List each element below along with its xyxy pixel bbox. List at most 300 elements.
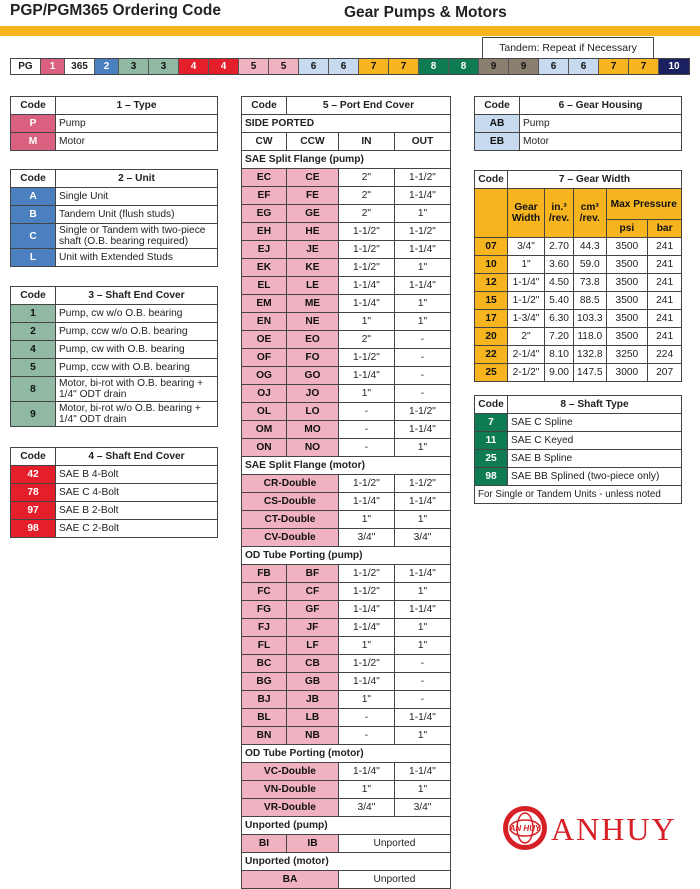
row-psi: 3500 bbox=[606, 238, 648, 256]
code-strip-segment: 10 bbox=[659, 59, 689, 74]
row-code-cw: EH bbox=[242, 223, 287, 241]
row-code: 11 bbox=[475, 432, 508, 450]
row-out: 1" bbox=[394, 259, 450, 277]
table-row bbox=[475, 328, 682, 346]
table-title: 4 – Shaft End Cover bbox=[56, 448, 218, 466]
row-out: - bbox=[394, 331, 450, 349]
row-description: Pump, ccw with O.B. bearing bbox=[56, 359, 218, 377]
table-row bbox=[242, 727, 451, 745]
row-out: 3/4" bbox=[394, 799, 450, 817]
row-code-cw: OE bbox=[242, 331, 287, 349]
table-row bbox=[242, 691, 451, 709]
table-row bbox=[242, 835, 451, 853]
row-in: 1" bbox=[338, 637, 394, 655]
unit-rows bbox=[11, 188, 218, 267]
code-strip-segment: 6 bbox=[539, 59, 569, 74]
row-code: 98 bbox=[475, 468, 508, 486]
table-row bbox=[11, 402, 218, 427]
row-code: B bbox=[11, 206, 56, 224]
row-code-ccw: LF bbox=[287, 637, 339, 655]
section-title: SAE Split Flange (motor) bbox=[242, 457, 451, 475]
type-table bbox=[10, 96, 218, 151]
row-code-cw: FC bbox=[242, 583, 287, 601]
row-code-cw: FJ bbox=[242, 619, 287, 637]
table-row bbox=[242, 367, 451, 385]
row-psi: 3250 bbox=[606, 346, 648, 364]
table-row bbox=[475, 274, 682, 292]
table-row bbox=[242, 313, 451, 331]
row-in: 1" bbox=[338, 691, 394, 709]
row-code-ccw: GF bbox=[287, 601, 339, 619]
row-out: 1-1/4" bbox=[394, 565, 450, 583]
row-gear-width: 3/4" bbox=[508, 238, 545, 256]
col-max-pressure: Max Pressure bbox=[606, 189, 682, 220]
row-out: 1" bbox=[394, 439, 450, 457]
table-title: 1 – Type bbox=[56, 97, 218, 115]
table-title: 8 – Shaft Type bbox=[508, 396, 682, 414]
side-ported-label: SIDE PORTED bbox=[242, 115, 451, 133]
table-row bbox=[475, 468, 682, 486]
table-row bbox=[11, 249, 218, 267]
row-code-cw: ON bbox=[242, 439, 287, 457]
row-in: 1-1/4" bbox=[338, 763, 394, 781]
table-row bbox=[242, 349, 451, 367]
table-row bbox=[11, 133, 218, 151]
code-strip-segment: 3 bbox=[149, 59, 179, 74]
row-gear-width: 1" bbox=[508, 256, 545, 274]
row-code: BA bbox=[242, 871, 339, 889]
row-in: 1" bbox=[338, 313, 394, 331]
row-code: C bbox=[11, 224, 56, 249]
table-row bbox=[242, 385, 451, 403]
row-psi: 3500 bbox=[606, 274, 648, 292]
row-code: AB bbox=[475, 115, 520, 133]
code-strip-segment: 6 bbox=[329, 59, 359, 74]
code-strip-segment: 4 bbox=[179, 59, 209, 74]
port-end-cover-table bbox=[241, 96, 451, 889]
row-code-ccw: GO bbox=[287, 367, 339, 385]
row-in: 1" bbox=[338, 385, 394, 403]
row-code-cw: EK bbox=[242, 259, 287, 277]
table-title: 5 – Port End Cover bbox=[287, 97, 451, 115]
row-code: EB bbox=[475, 133, 520, 151]
row-code-ccw: NE bbox=[287, 313, 339, 331]
row-code: P bbox=[11, 115, 56, 133]
row-out: - bbox=[394, 385, 450, 403]
table-row bbox=[242, 493, 451, 511]
row-code-cw: FL bbox=[242, 637, 287, 655]
code-strip-segment: 4 bbox=[209, 59, 239, 74]
table-row bbox=[242, 223, 451, 241]
col-cm3: cm³ /rev. bbox=[574, 189, 607, 238]
shaft-end-cover-4-rows bbox=[11, 466, 218, 538]
code-strip-segment: 2 bbox=[95, 59, 119, 74]
code-strip-segment: 8 bbox=[449, 59, 479, 74]
row-out: 1-1/4" bbox=[394, 601, 450, 619]
gear-width-rows bbox=[475, 238, 682, 382]
table-row bbox=[11, 323, 218, 341]
row-bar: 207 bbox=[648, 364, 682, 382]
row-code: 25 bbox=[475, 364, 508, 382]
row-code: 9 bbox=[11, 402, 56, 427]
row-in3: 7.20 bbox=[545, 328, 574, 346]
table-row bbox=[11, 115, 218, 133]
row-out: 1-1/4" bbox=[394, 187, 450, 205]
row-code-cw: FG bbox=[242, 601, 287, 619]
row-code-cw: BJ bbox=[242, 691, 287, 709]
table-row bbox=[11, 466, 218, 484]
table-row bbox=[242, 529, 451, 547]
row-code-ccw: KE bbox=[287, 259, 339, 277]
row-code-ccw: JO bbox=[287, 385, 339, 403]
table-row bbox=[242, 259, 451, 277]
row-in3: 6.30 bbox=[545, 310, 574, 328]
row-code-ccw: CE bbox=[287, 169, 339, 187]
row-out: 1-1/4" bbox=[394, 709, 450, 727]
row-out: 1" bbox=[394, 619, 450, 637]
table-row bbox=[11, 341, 218, 359]
row-code-cw: OG bbox=[242, 367, 287, 385]
row-code: 4 bbox=[11, 341, 56, 359]
row-out: - bbox=[394, 349, 450, 367]
row-in: 2" bbox=[338, 205, 394, 223]
table-row bbox=[242, 601, 451, 619]
code-header: Code bbox=[475, 171, 508, 189]
row-in: 2" bbox=[338, 169, 394, 187]
table-title: 6 – Gear Housing bbox=[520, 97, 682, 115]
row-out: 1-1/2" bbox=[394, 475, 450, 493]
code-strip-segment: 3 bbox=[119, 59, 149, 74]
row-cm3: 118.0 bbox=[574, 328, 607, 346]
col-gear-width: Gear Width bbox=[508, 189, 545, 238]
unit-table bbox=[10, 169, 218, 267]
table-row bbox=[11, 224, 218, 249]
row-description: Pump bbox=[56, 115, 218, 133]
row-in: - bbox=[338, 421, 394, 439]
table-row bbox=[242, 277, 451, 295]
row-code-ccw: LO bbox=[287, 403, 339, 421]
row-code: 2 bbox=[11, 323, 56, 341]
table-row bbox=[242, 871, 451, 889]
row-in: 1-1/4" bbox=[338, 493, 394, 511]
table-row bbox=[11, 502, 218, 520]
row-gear-width: 2-1/2" bbox=[508, 364, 545, 382]
code-strip-segment: 7 bbox=[389, 59, 419, 74]
row-psi: 3500 bbox=[606, 310, 648, 328]
code-header: Code bbox=[11, 448, 56, 466]
row-code-ccw: CF bbox=[287, 583, 339, 601]
gear-emblem-icon bbox=[503, 806, 547, 850]
code-strip-segment: PG bbox=[11, 59, 41, 74]
table-row bbox=[242, 205, 451, 223]
row-in: - bbox=[338, 709, 394, 727]
code-strip-segment: 1 bbox=[41, 59, 65, 74]
row-description: Tandem Unit (flush studs) bbox=[56, 206, 218, 224]
row-out: 1" bbox=[394, 781, 450, 799]
row-code: A bbox=[11, 188, 56, 206]
section-title: Unported (pump) bbox=[242, 817, 451, 835]
col-out: OUT bbox=[394, 133, 450, 151]
row-gear-width: 1-3/4" bbox=[508, 310, 545, 328]
table-row bbox=[242, 763, 451, 781]
shaft-type-rows bbox=[475, 414, 682, 486]
gear-housing-table bbox=[474, 96, 682, 151]
row-psi: 3000 bbox=[606, 364, 648, 382]
shaft-end-cover-3-table bbox=[10, 286, 218, 427]
type-rows bbox=[11, 115, 218, 151]
row-description: Single or Tandem with two-piece shaft (O.B. bearing required) bbox=[56, 224, 218, 249]
table-row bbox=[242, 673, 451, 691]
row-in: 1-1/4" bbox=[338, 367, 394, 385]
row-in: 1-1/4" bbox=[338, 619, 394, 637]
table-row bbox=[11, 305, 218, 323]
row-code: 5 bbox=[11, 359, 56, 377]
row-out: 1-1/4" bbox=[394, 421, 450, 439]
row-code-ccw: LE bbox=[287, 277, 339, 295]
row-out: - bbox=[394, 367, 450, 385]
code-strip-segment: 365 bbox=[65, 59, 95, 74]
row-description: Unit with Extended Studs bbox=[56, 249, 218, 267]
row-code-cw: EL bbox=[242, 277, 287, 295]
code-header: Code bbox=[475, 97, 520, 115]
table-row bbox=[11, 484, 218, 502]
row-code-ccw: LB bbox=[287, 709, 339, 727]
table-row bbox=[475, 238, 682, 256]
code-strip-segment: 5 bbox=[269, 59, 299, 74]
row-code-ccw: NO bbox=[287, 439, 339, 457]
row-out: 1" bbox=[394, 583, 450, 601]
row-cm3: 147.5 bbox=[574, 364, 607, 382]
section-title: Unported (motor) bbox=[242, 853, 451, 871]
row-code-cw: EG bbox=[242, 205, 287, 223]
col-cw: CW bbox=[242, 133, 287, 151]
row-gear-width: 2" bbox=[508, 328, 545, 346]
row-in: - bbox=[338, 439, 394, 457]
col-in3: in.³ /rev. bbox=[545, 189, 574, 238]
row-in: 1-1/4" bbox=[338, 601, 394, 619]
table-row bbox=[242, 565, 451, 583]
gear-width-code-spacer bbox=[475, 189, 508, 238]
row-code: CR-Double bbox=[242, 475, 339, 493]
row-in: - bbox=[338, 727, 394, 745]
shaft-type-note: For Single or Tandem Units - unless noted bbox=[475, 486, 682, 504]
row-in: 1-1/2" bbox=[338, 349, 394, 367]
row-bar: 241 bbox=[648, 274, 682, 292]
row-description: Motor, bi-rot w/o O.B. bearing + 1/4" ODT drain bbox=[56, 402, 218, 427]
row-code: 07 bbox=[475, 238, 508, 256]
row-description: Motor bbox=[520, 133, 682, 151]
row-code-ccw: ME bbox=[287, 295, 339, 313]
table-row bbox=[242, 331, 451, 349]
code-strip-segment: 9 bbox=[479, 59, 509, 74]
row-in3: 8.10 bbox=[545, 346, 574, 364]
anhuy-logo bbox=[493, 800, 693, 856]
code-header: Code bbox=[11, 287, 56, 305]
row-code-cw: BL bbox=[242, 709, 287, 727]
row-code-ccw: GB bbox=[287, 673, 339, 691]
row-description: Pump bbox=[520, 115, 682, 133]
row-out: 1-1/2" bbox=[394, 223, 450, 241]
code-strip-segment: 5 bbox=[239, 59, 269, 74]
row-code: 22 bbox=[475, 346, 508, 364]
row-out: 1" bbox=[394, 637, 450, 655]
row-in3: 9.00 bbox=[545, 364, 574, 382]
row-cm3: 103.3 bbox=[574, 310, 607, 328]
table-row bbox=[242, 241, 451, 259]
row-cm3: 132.8 bbox=[574, 346, 607, 364]
row-psi: 3500 bbox=[606, 328, 648, 346]
row-code: 1 bbox=[11, 305, 56, 323]
row-code: VC-Double bbox=[242, 763, 339, 781]
row-out: - bbox=[394, 655, 450, 673]
row-in: 2" bbox=[338, 187, 394, 205]
row-code: VN-Double bbox=[242, 781, 339, 799]
row-out: 1" bbox=[394, 295, 450, 313]
row-out: 3/4" bbox=[394, 529, 450, 547]
row-description: Single Unit bbox=[56, 188, 218, 206]
row-code-ccw: MO bbox=[287, 421, 339, 439]
row-bar: 241 bbox=[648, 292, 682, 310]
row-code: 20 bbox=[475, 328, 508, 346]
table-row bbox=[475, 414, 682, 432]
row-code: 98 bbox=[11, 520, 56, 538]
row-code-cw: FB bbox=[242, 565, 287, 583]
table-row bbox=[475, 310, 682, 328]
row-gear-width: 1-1/2" bbox=[508, 292, 545, 310]
row-code: L bbox=[11, 249, 56, 267]
row-code-ccw: NB bbox=[287, 727, 339, 745]
table-row bbox=[242, 295, 451, 313]
code-header: Code bbox=[11, 170, 56, 188]
shaft-end-cover-4-table bbox=[10, 447, 218, 538]
row-description: SAE C 4-Bolt bbox=[56, 484, 218, 502]
row-unported: Unported bbox=[338, 835, 450, 853]
row-code: 15 bbox=[475, 292, 508, 310]
table-row bbox=[475, 133, 682, 151]
code-strip-segment: 6 bbox=[569, 59, 599, 74]
row-in: 3/4" bbox=[338, 799, 394, 817]
col-psi: psi bbox=[606, 220, 648, 238]
row-out: 1-1/2" bbox=[394, 403, 450, 421]
row-description: Pump, cw with O.B. bearing bbox=[56, 341, 218, 359]
row-cm3: 59.0 bbox=[574, 256, 607, 274]
row-in: 1-1/4" bbox=[338, 673, 394, 691]
row-code: 42 bbox=[11, 466, 56, 484]
row-in3: 5.40 bbox=[545, 292, 574, 310]
row-description: SAE B 4-Bolt bbox=[56, 466, 218, 484]
row-in: 1-1/4" bbox=[338, 295, 394, 313]
row-gear-width: 1-1/4" bbox=[508, 274, 545, 292]
table-row bbox=[11, 206, 218, 224]
table-row bbox=[475, 364, 682, 382]
row-in: 1-1/2" bbox=[338, 241, 394, 259]
row-in: 3/4" bbox=[338, 529, 394, 547]
table-row bbox=[242, 439, 451, 457]
row-code-cw: EC bbox=[242, 169, 287, 187]
row-psi: 3500 bbox=[606, 256, 648, 274]
row-code: 97 bbox=[11, 502, 56, 520]
row-code-ccw: JF bbox=[287, 619, 339, 637]
section-title: OD Tube Porting (motor) bbox=[242, 745, 451, 763]
table-row bbox=[475, 432, 682, 450]
row-description: SAE C Keyed bbox=[508, 432, 682, 450]
table-row bbox=[242, 709, 451, 727]
row-code-cw: OJ bbox=[242, 385, 287, 403]
row-description: SAE B Spline bbox=[508, 450, 682, 468]
row-code: 25 bbox=[475, 450, 508, 468]
table-row bbox=[475, 256, 682, 274]
col-in: IN bbox=[338, 133, 394, 151]
code-strip-segment: 8 bbox=[419, 59, 449, 74]
row-in: 1-1/2" bbox=[338, 583, 394, 601]
row-bar: 241 bbox=[648, 328, 682, 346]
table-row bbox=[242, 583, 451, 601]
row-in: 2" bbox=[338, 331, 394, 349]
row-code-ccw: BF bbox=[287, 565, 339, 583]
row-out: 1-1/4" bbox=[394, 493, 450, 511]
row-code-ccw: CB bbox=[287, 655, 339, 673]
row-code-ccw: JB bbox=[287, 691, 339, 709]
code-strip-segment: 6 bbox=[299, 59, 329, 74]
row-in: 1-1/2" bbox=[338, 259, 394, 277]
section-title: OD Tube Porting (pump) bbox=[242, 547, 451, 565]
row-cm3: 44.3 bbox=[574, 238, 607, 256]
code-strip-segment: 7 bbox=[359, 59, 389, 74]
row-description: SAE C 2-Bolt bbox=[56, 520, 218, 538]
row-out: 1-1/4" bbox=[394, 763, 450, 781]
logo-text: ANHUY bbox=[551, 811, 677, 847]
row-in: 1" bbox=[338, 781, 394, 799]
table-row bbox=[242, 169, 451, 187]
row-code-ccw: JE bbox=[287, 241, 339, 259]
row-code-ccw: FO bbox=[287, 349, 339, 367]
row-in3: 3.60 bbox=[545, 256, 574, 274]
row-out: 1" bbox=[394, 511, 450, 529]
logo-emblem-text: AN HUY bbox=[509, 824, 541, 833]
page-title: PGP/PGM365 Ordering Code bbox=[10, 2, 222, 19]
row-in: - bbox=[338, 403, 394, 421]
row-out: 1-1/4" bbox=[394, 241, 450, 259]
row-code-ccw: FE bbox=[287, 187, 339, 205]
gear-width-table bbox=[474, 170, 682, 382]
row-gear-width: 2-1/4" bbox=[508, 346, 545, 364]
col-bar: bar bbox=[648, 220, 682, 238]
table-row bbox=[11, 188, 218, 206]
row-description: Pump, cw w/o O.B. bearing bbox=[56, 305, 218, 323]
row-out: 1-1/4" bbox=[394, 277, 450, 295]
row-code-ccw: GE bbox=[287, 205, 339, 223]
row-code: VR-Double bbox=[242, 799, 339, 817]
row-bar: 241 bbox=[648, 238, 682, 256]
table-row bbox=[242, 187, 451, 205]
table-row bbox=[242, 781, 451, 799]
row-code: 7 bbox=[475, 414, 508, 432]
port-end-cover-rows bbox=[242, 151, 451, 889]
table-row bbox=[242, 655, 451, 673]
gear-housing-rows bbox=[475, 115, 682, 151]
row-description: SAE BB Splined (two-piece only) bbox=[508, 468, 682, 486]
row-bar: 224 bbox=[648, 346, 682, 364]
table-row bbox=[475, 292, 682, 310]
row-code: CT-Double bbox=[242, 511, 339, 529]
table-row bbox=[242, 799, 451, 817]
row-code: 8 bbox=[11, 377, 56, 402]
table-title: 2 – Unit bbox=[56, 170, 218, 188]
row-description: Motor bbox=[56, 133, 218, 151]
row-unported: Unported bbox=[338, 871, 450, 889]
row-in3: 4.50 bbox=[545, 274, 574, 292]
row-code-cw: BC bbox=[242, 655, 287, 673]
